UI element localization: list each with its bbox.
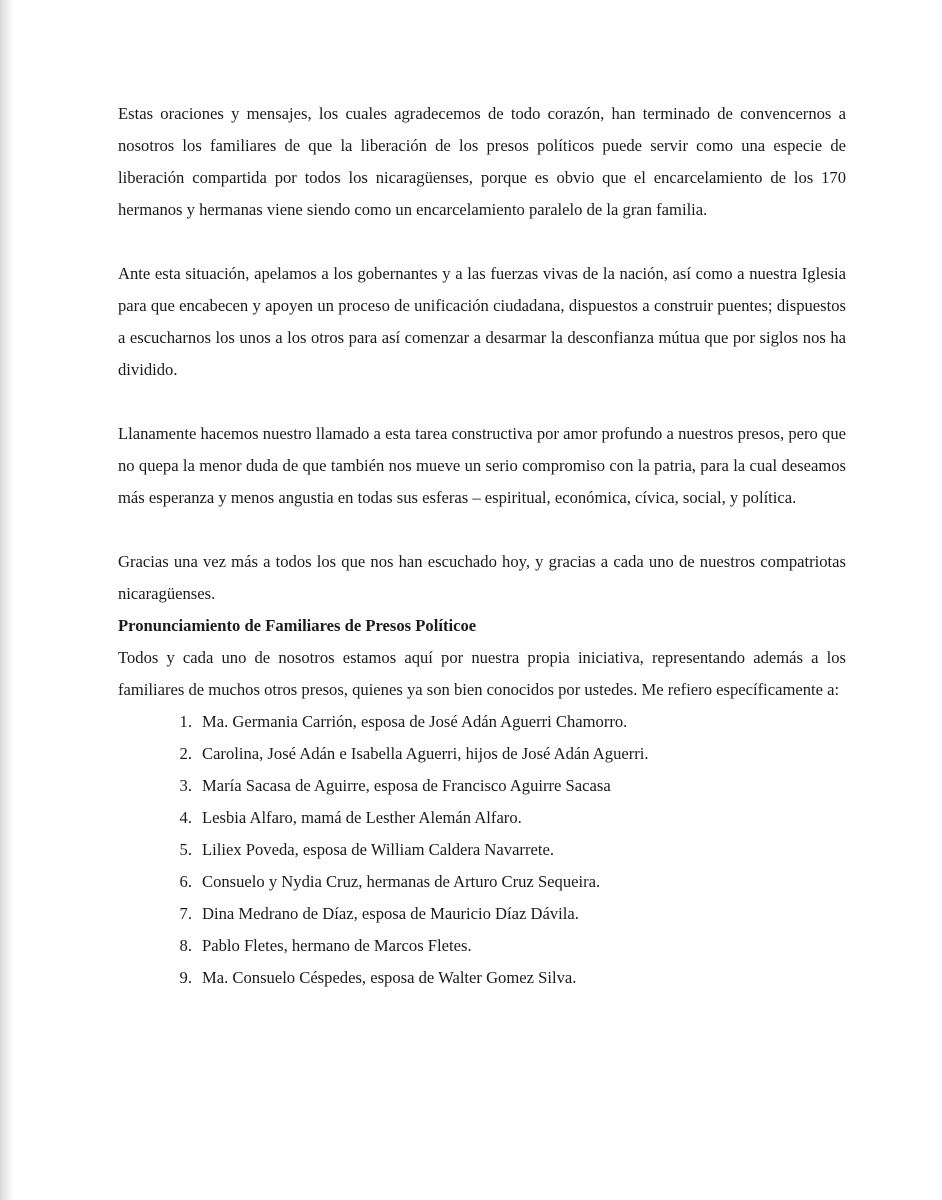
list-item <box>118 898 846 930</box>
list-item <box>118 866 846 898</box>
list-number: 8. <box>179 936 192 955</box>
list-text: Carolina, José Adán e Isabella Aguerri, hijos de José Adán Aguerri. <box>202 744 649 763</box>
section-heading: Pronunciamiento de Familiares de Presos Políticoe <box>118 616 477 635</box>
paragraph-llamado: Llanamente hacemos nuestro llamado a esta tarea constructiva por amor profundo a nuestros presos, pero que no quepa la menor duda de que también nos mueve un serio compromiso con la patria, para la cual deseamos más esperanza y menos angustia en todas sus esferas – espiritual, económica, cívica, social, y política. <box>118 424 846 507</box>
list-item <box>118 962 846 994</box>
paragraph-gracias: Gracias una vez más a todos los que nos han escuchado hoy, y gracias a cada uno de nuestros compatriotas nicaragüenses. <box>118 552 846 603</box>
list-text: Pablo Fletes, hermano de Marcos Fletes. <box>202 936 472 955</box>
list-text: María Sacasa de Aguirre, esposa de Francisco Aguirre Sacasa <box>202 776 611 795</box>
paragraph-oraciones: Estas oraciones y mensajes, los cuales agradecemos de todo corazón, han terminado de convencernos a nosotros los familiares de que la liberación de los presos políticos puede servir como una especie de liberación compartida por todos los nicaragüenses, porque es obvio que el encarcelamiento de los 170 hermanos y hermanas viene siendo como un encarcelamiento paralelo de la gran familia. <box>118 104 846 219</box>
family-list <box>118 706 846 994</box>
list-number: 4. <box>179 808 192 827</box>
list-number: 1. <box>179 712 192 731</box>
list-item <box>118 770 846 802</box>
list-text: Lesbia Alfaro, mamá de Lesther Alemán Alfaro. <box>202 808 522 827</box>
paragraph-apelamos: Ante esta situación, apelamos a los gobernantes y a las fuerzas vivas de la nación, así como a nuestra Iglesia para que encabecen y apoyen un proceso de unificación ciudadana, dispuestos a construir puentes; dispuestos a escucharnos los unos a los otros para así comenzar a desarmar la desconfianza mútua que por siglos nos ha dividido. <box>118 264 846 379</box>
intro-paragraph: Todos y cada uno de nosotros estamos aquí por nuestra propia iniciativa, representando además a los familiares de muchos otros presos, quienes ya son bien conocidos por ustedes. Me refiero específicamente a: <box>118 648 846 699</box>
list-item <box>118 834 846 866</box>
document-body <box>118 98 846 994</box>
list-text: Ma. Consuelo Céspedes, esposa de Walter Gomez Silva. <box>202 968 577 987</box>
page-edge-shadow <box>0 0 14 1200</box>
list-number: 3. <box>179 776 192 795</box>
list-number: 9. <box>179 968 192 987</box>
list-item <box>118 930 846 962</box>
list-text: Consuelo y Nydia Cruz, hermanas de Arturo Cruz Sequeira. <box>202 872 601 891</box>
list-number: 7. <box>179 904 192 923</box>
list-text: Dina Medrano de Díaz, esposa de Mauricio Díaz Dávila. <box>202 904 579 923</box>
list-number: 5. <box>179 840 192 859</box>
list-item <box>118 802 846 834</box>
list-item <box>118 738 846 770</box>
list-item <box>118 706 846 738</box>
list-text: Liliex Poveda, esposa de William Caldera Navarrete. <box>202 840 554 859</box>
list-number: 6. <box>179 872 192 891</box>
list-text: Ma. Germania Carrión, esposa de José Adán Aguerri Chamorro. <box>202 712 628 731</box>
list-number: 2. <box>179 744 192 763</box>
